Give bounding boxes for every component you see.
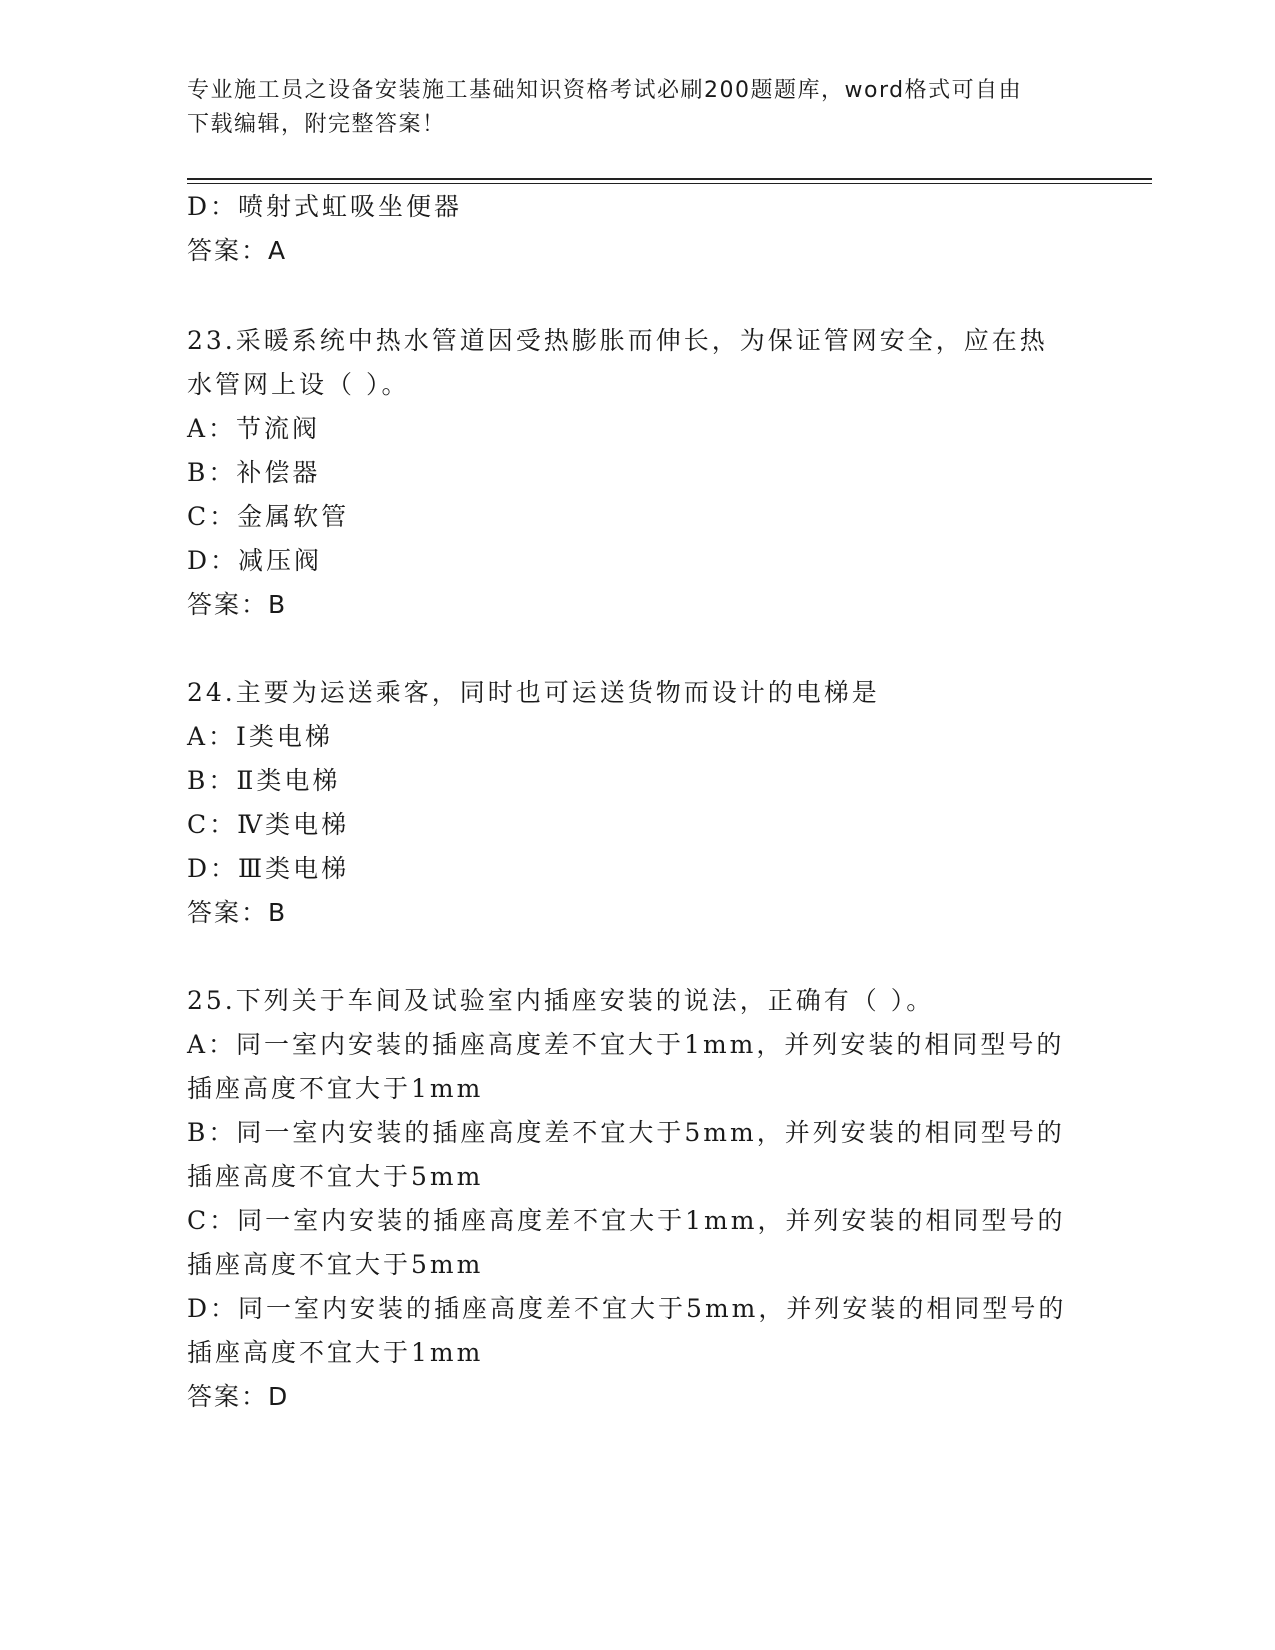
q23-option-a: A：节流阀 (187, 414, 321, 443)
header-line-1: 专业施工员之设备安装施工基础知识资格考试必刷200题题库，word格式可自由 (187, 78, 1023, 103)
q22-answer: 答案：A (187, 236, 288, 265)
q24-stem: 24.主要为运送乘客，同时也可运送货物而设计的电梯是 (187, 678, 880, 707)
q25-option-c-line-2: 插座高度不宜大于5mm (187, 1250, 484, 1279)
q23-stem-line-2: 水管网上设（ ）。 (187, 370, 410, 399)
header-rule-thin (187, 183, 1152, 184)
q22-option-d: D：喷射式虹吸坐便器 (187, 192, 463, 221)
q23-option-d: D：减压阀 (187, 546, 323, 575)
q24-option-d: D：Ⅲ类电梯 (187, 854, 350, 883)
q25-option-d-line-1: D：同一室内安装的插座高度差不宜大于5mm，并列安装的相同型号的 (187, 1294, 1067, 1323)
q24-option-c: C：Ⅳ类电梯 (187, 810, 350, 839)
q25-option-b-line-2: 插座高度不宜大于5mm (187, 1162, 484, 1191)
q25-stem: 25.下列关于车间及试验室内插座安装的说法，正确有（ ）。 (187, 986, 935, 1015)
document-header (187, 74, 1087, 142)
q23-option-b: B：补偿器 (187, 458, 321, 487)
q23-option-c: C：金属软管 (187, 502, 350, 531)
q25-option-c-line-1: C：同一室内安装的插座高度差不宜大于1mm，并列安装的相同型号的 (187, 1206, 1066, 1235)
q25-option-d-line-2: 插座高度不宜大于1mm (187, 1338, 484, 1367)
q23-answer: 答案：B (187, 590, 288, 619)
q25-option-b-line-1: B：同一室内安装的插座高度差不宜大于5mm，并列安装的相同型号的 (187, 1118, 1065, 1147)
q25-answer: 答案：D (187, 1382, 290, 1411)
q24-option-a: A：Ⅰ类电梯 (187, 722, 333, 751)
header-rule-thick (187, 178, 1152, 180)
q24-option-b: B：Ⅱ类电梯 (187, 766, 341, 795)
q25-option-a-line-2: 插座高度不宜大于1mm (187, 1074, 484, 1103)
q25-option-a-line-1: A：同一室内安装的插座高度差不宜大于1mm，并列安装的相同型号的 (187, 1030, 1065, 1059)
q24-answer: 答案：B (187, 898, 288, 927)
header-line-2: 下载编辑，附完整答案！ (187, 112, 446, 137)
q23-stem-line-1: 23.采暖系统中热水管道因受热膨胀而伸长，为保证管网安全，应在热 (187, 326, 1048, 355)
